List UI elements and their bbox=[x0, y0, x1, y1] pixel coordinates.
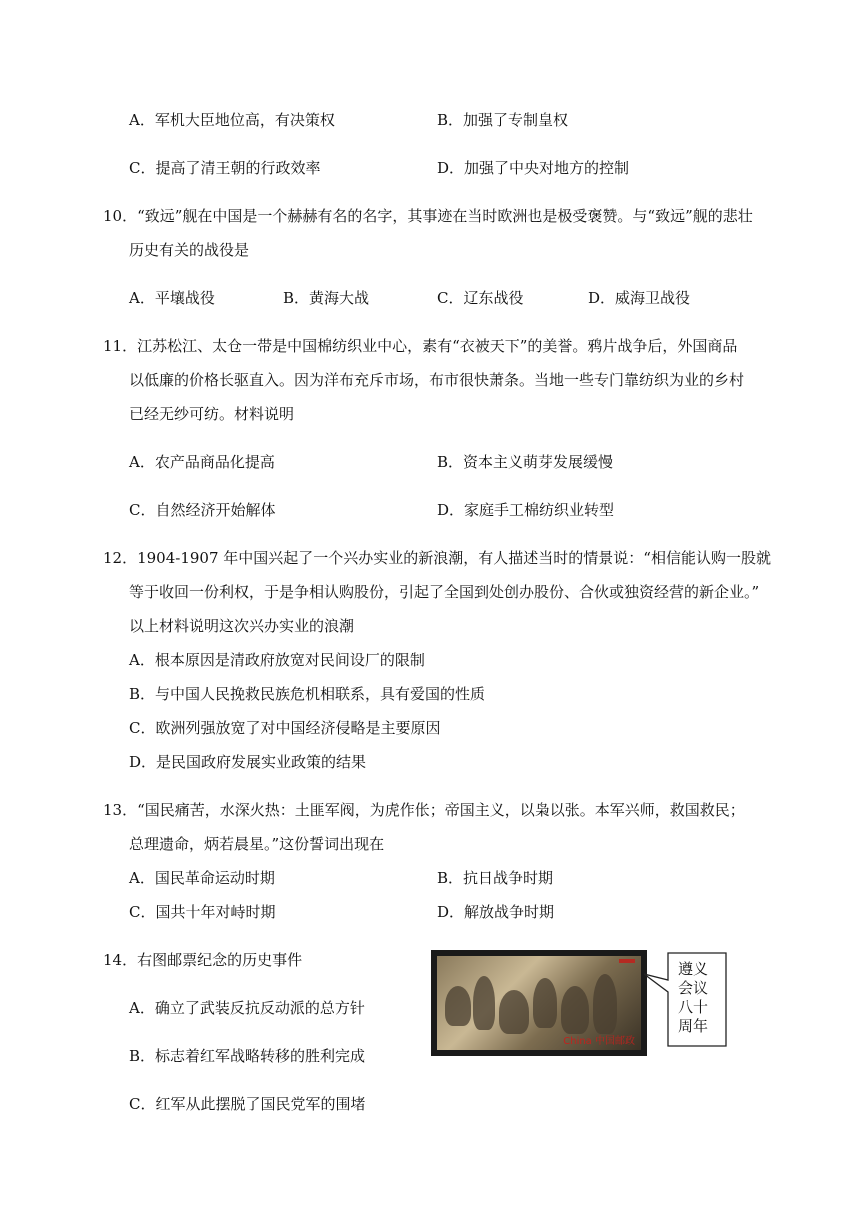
q14-stem: 14．右图邮票纪念的历史事件 bbox=[103, 951, 303, 969]
q13-option-b: B．抗日战争时期 bbox=[437, 869, 554, 887]
callout-label: 遵义会议八十周年 bbox=[677, 960, 708, 1035]
q14-option-c: C．红军从此摆脱了国民党军的围堵 bbox=[129, 1095, 366, 1113]
q11-option-c: C．自然经济开始解体 bbox=[129, 501, 276, 519]
q10-option-c: C．辽东战役 bbox=[437, 289, 524, 307]
q10-stem-line-2: 历史有关的战役是 bbox=[129, 241, 250, 259]
q9-option-d: D．加强了中央对地方的控制 bbox=[437, 159, 630, 177]
q12-stem-line-1: 12．1904-1907 年中国兴起了一个兴办实业的新浪潮，有人描述当时的情景说：“相信能认购一股就 bbox=[103, 549, 771, 567]
q14-option-a: A．确立了武装反抗反动派的总方针 bbox=[129, 999, 365, 1017]
q12-option-d: D．是民国政府发展实业政策的结果 bbox=[129, 753, 367, 771]
q10-stem-line-1: 10．“致远”舰在中国是一个赫赫有名的名字，其事迹在当时欧洲也是极受褒赞。与“致远”舰的悲壮 bbox=[103, 207, 753, 225]
q13-stem-line-2: 总理遗命，炳若晨星。”这份誓词出现在 bbox=[129, 835, 385, 853]
q11-stem-line-1: 11．江苏松江、太仓一带是中国棉纺织业中心，素有“衣被天下”的美誉。鸦片战争后，外国商品 bbox=[103, 337, 738, 355]
q10-option-a: A．平壤战役 bbox=[129, 289, 215, 307]
q11-option-a: A．农产品商品化提高 bbox=[129, 453, 275, 471]
q13-option-a: A．国民革命运动时期 bbox=[129, 869, 275, 887]
stamp-country-text: China 中国邮政 bbox=[563, 1036, 635, 1047]
q14-option-b: B．标志着红军战略转移的胜利完成 bbox=[129, 1047, 366, 1065]
q11-stem-line-3: 已经无纱可纺。材料说明 bbox=[129, 405, 295, 423]
q10-option-d: D．威海卫战役 bbox=[588, 289, 691, 307]
q11-option-b: B．资本主义萌芽发展缓慢 bbox=[437, 453, 614, 471]
q9-option-b: B．加强了专制皇权 bbox=[437, 111, 569, 129]
q11-option-d: D．家庭手工棉纺织业转型 bbox=[437, 501, 615, 519]
stamp-denomination-mark bbox=[619, 959, 635, 963]
q12-option-a: A．根本原因是清政府放宽对民间设厂的限制 bbox=[129, 651, 425, 669]
q13-option-c: C．国共十年对峙时期 bbox=[129, 903, 276, 921]
q13-stem-line-1: 13．“国民痛苦，水深火热：土匪军阀，为虎作伥；帝国主义，以枭以张。本军兴师，救国救民； bbox=[103, 801, 745, 819]
q13-option-d: D．解放战争时期 bbox=[437, 903, 555, 921]
q12-option-c: C．欧洲列强放宽了对中国经济侵略是主要原因 bbox=[129, 719, 441, 737]
q12-stem-line-3: 以上材料说明这次兴办实业的浪潮 bbox=[129, 617, 355, 635]
q10-option-b: B．黄海大战 bbox=[283, 289, 370, 307]
q11-stem-line-2: 以低廉的价格长驱直入。因为洋布充斥市场，布市很快萧条。当地一些专门靠纺织为业的乡村 bbox=[129, 371, 745, 389]
q12-option-b: B．与中国人民挽救民族危机相联系，具有爱国的性质 bbox=[129, 685, 486, 703]
q9-option-c: C．提高了清王朝的行政效率 bbox=[129, 159, 321, 177]
zunyi-stamp-image bbox=[431, 950, 647, 1056]
q12-stem-line-2: 等于收回一份利权，于是争相认购股份，引起了全国到处创办股份、合伙或独资经营的新企业。” bbox=[129, 583, 760, 601]
q9-option-a: A．军机大臣地位高，有决策权 bbox=[129, 111, 335, 129]
stamp-artwork bbox=[437, 956, 641, 1050]
